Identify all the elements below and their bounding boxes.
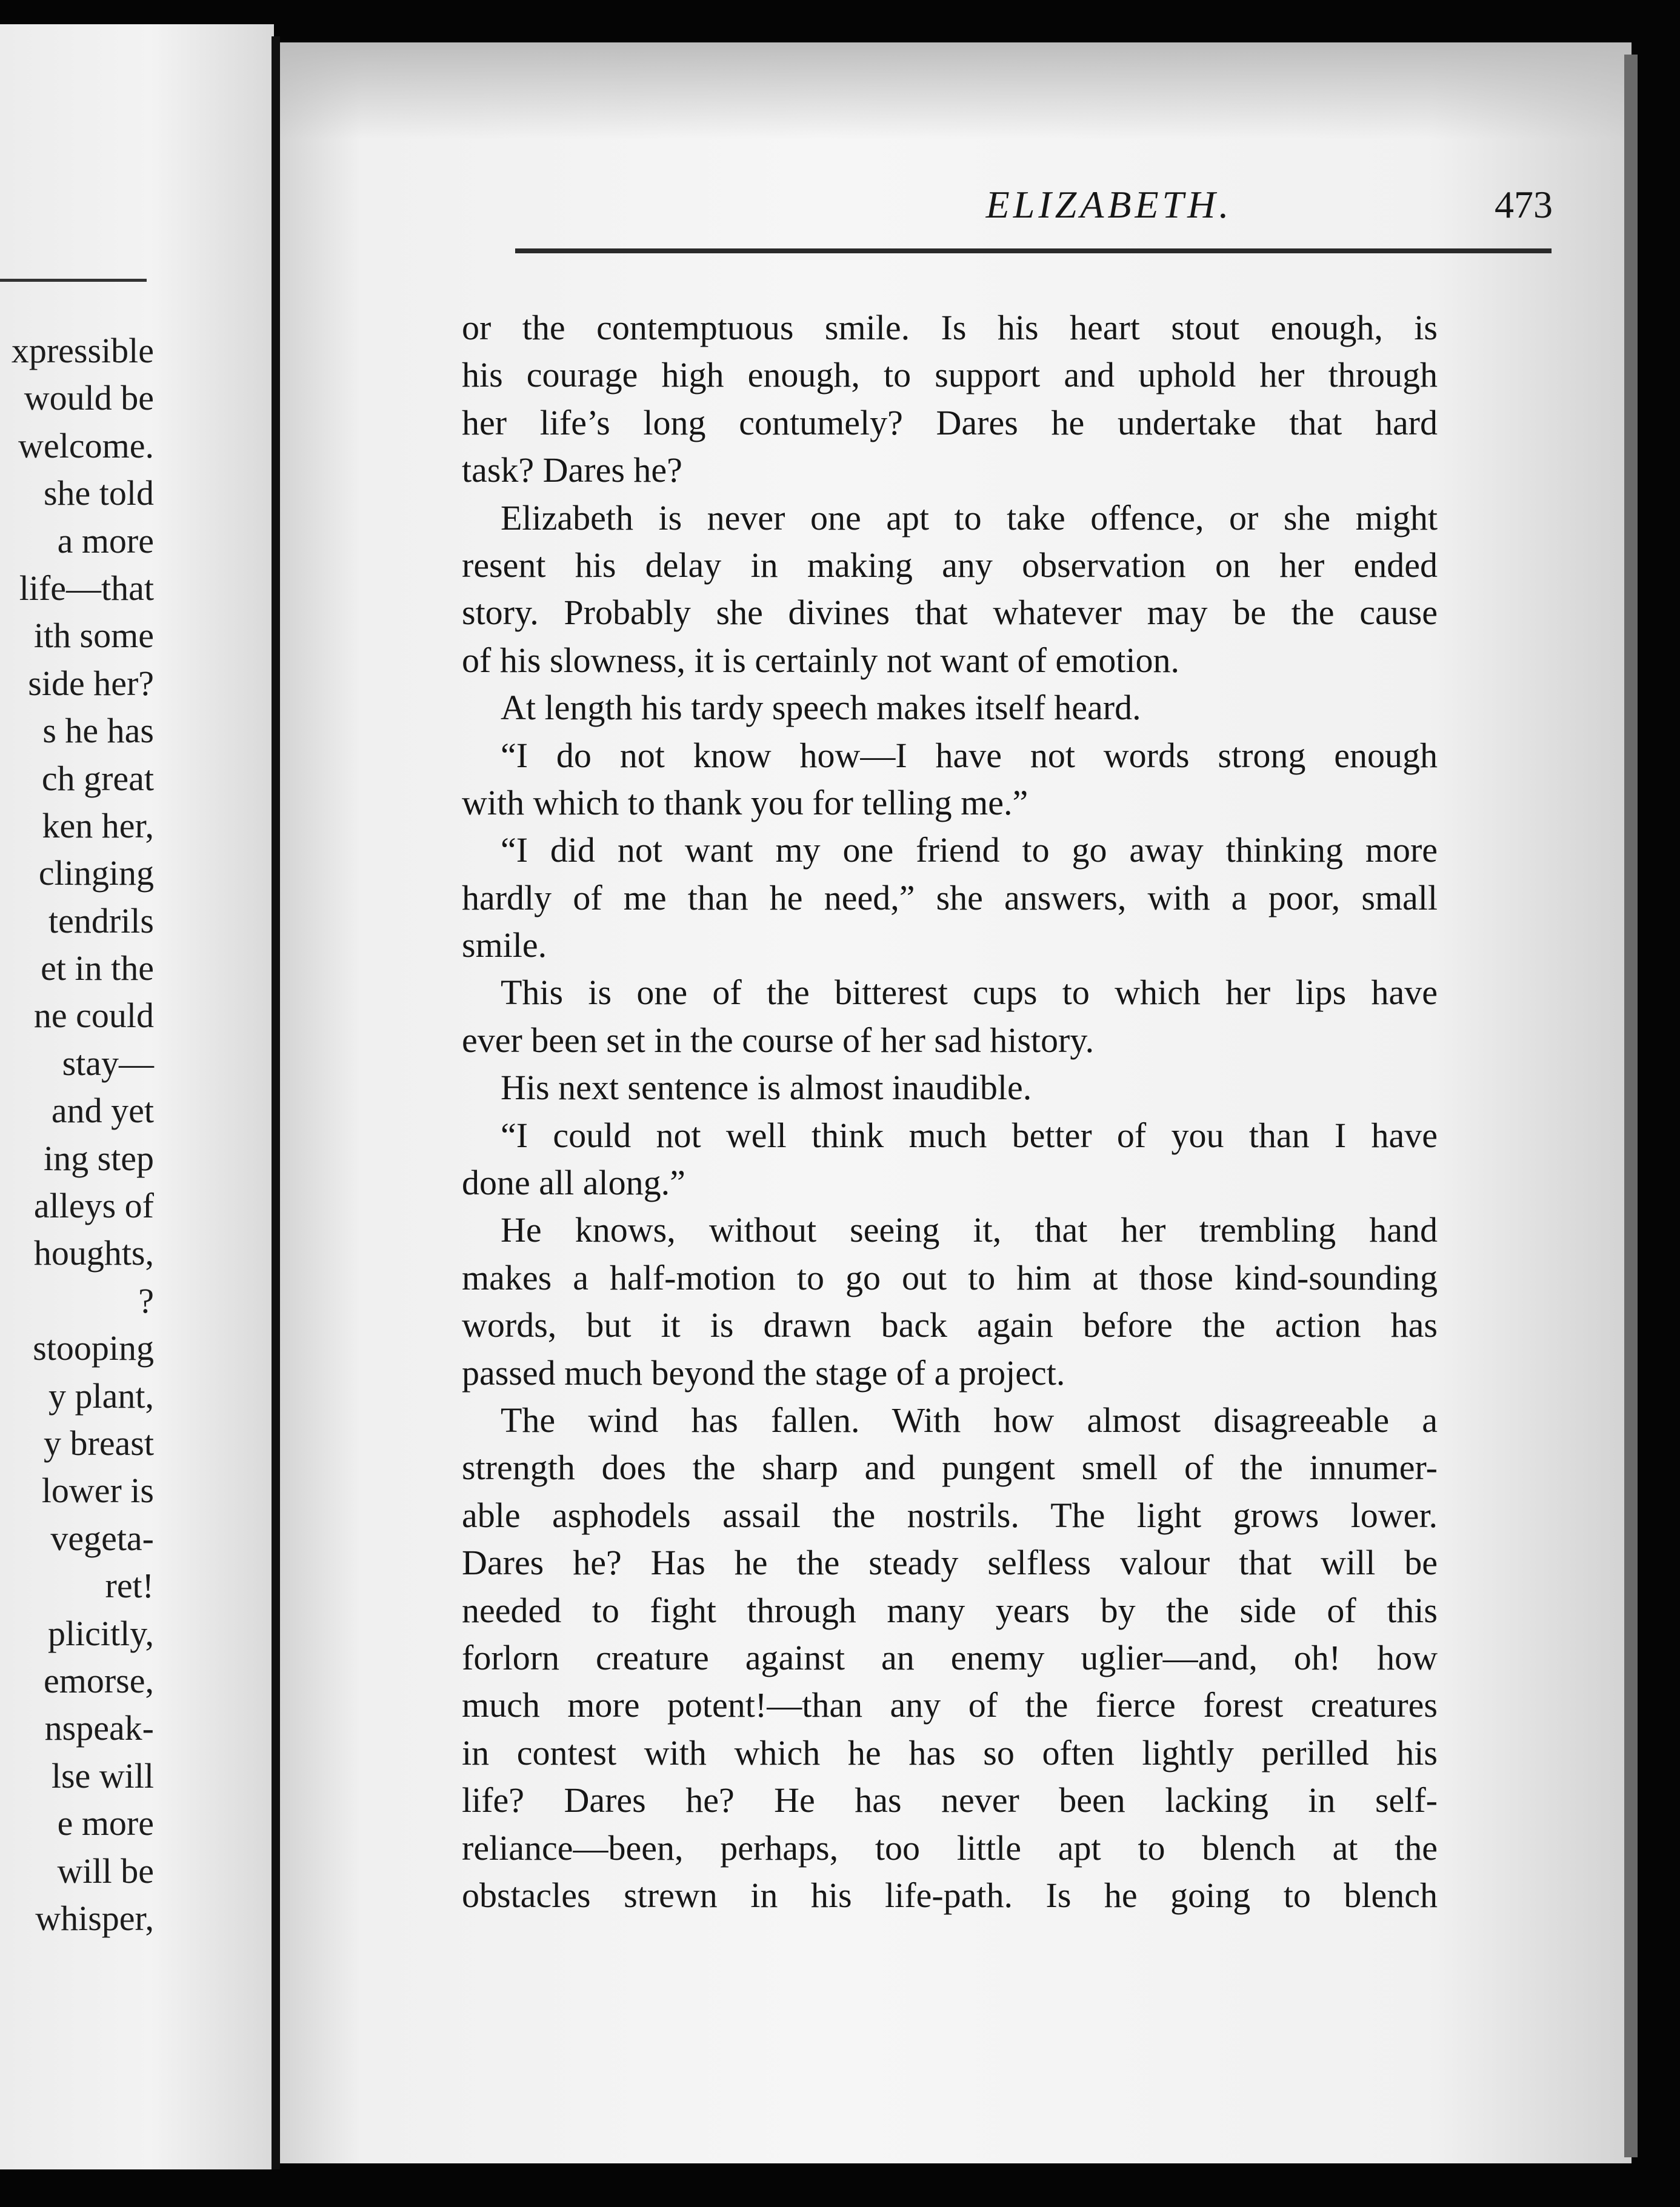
left-page-line: whisper,	[35, 1898, 154, 1938]
left-page-rule	[0, 279, 147, 282]
left-page-line: ing step	[43, 1138, 154, 1178]
left-page-line: et in the	[41, 948, 154, 988]
body-text-line: Dares he? Has he the steady selfless valour that will be	[462, 1543, 1438, 1583]
body-text	[462, 304, 1438, 1919]
page-number: 473	[1495, 183, 1553, 226]
book-gutter	[272, 36, 280, 2169]
left-page-line: vegeta-	[50, 1518, 154, 1558]
body-text-line: life? Dares he? He has never been lacking in self-	[462, 1780, 1438, 1820]
left-page-line: s he has	[42, 711, 154, 751]
body-text-line: “I do not know how—I have not words strong enough	[501, 735, 1438, 775]
left-page-line: would be	[24, 378, 154, 418]
body-text-line: hardly of me than he need,” she answers, with a poor, small	[462, 877, 1438, 917]
body-text-line: smile.	[462, 925, 547, 965]
left-page-line: will be	[57, 1851, 154, 1891]
body-text-line: task? Dares he?	[462, 450, 682, 490]
left-page-line: side her?	[28, 663, 154, 703]
left-page-line: she told	[43, 473, 154, 513]
left-page-line: y plant,	[48, 1376, 154, 1416]
left-page-line: plicitly,	[47, 1613, 154, 1653]
left-page-line: alleys of	[33, 1186, 154, 1226]
body-text-line: words, but it is drawn back again before the action has	[462, 1305, 1438, 1345]
left-page-line: nspeak-	[44, 1708, 154, 1748]
body-text-line: her life’s long contumely? Dares he undertake that hard	[462, 402, 1438, 442]
body-text-line: forlorn creature against an enemy uglier—and, oh! how	[462, 1637, 1438, 1677]
left-page-line: ret!	[105, 1566, 154, 1606]
body-text-line: “I did not want my one friend to go away thinking more	[501, 830, 1438, 870]
body-text-line: makes a half-motion to go out to him at those kind-sounding	[462, 1257, 1438, 1297]
left-page-line: lower is	[41, 1471, 154, 1511]
body-text-line: “I could not well think much better of you than I have	[501, 1115, 1438, 1155]
left-page-line: e more	[57, 1803, 154, 1843]
left-page-line: ne could	[33, 996, 154, 1036]
left-page-line: ith some	[33, 616, 154, 656]
header-rule	[515, 248, 1552, 253]
body-text-line: in contest with which he has so often lightly perilled his	[462, 1733, 1438, 1773]
body-text-line: His next sentence is almost inaudible.	[501, 1068, 1032, 1108]
left-page-text	[0, 327, 154, 1942]
left-page-line: stooping	[33, 1328, 154, 1368]
left-page-line: a more	[57, 521, 154, 561]
left-page-line: tendrils	[48, 900, 154, 940]
body-text-line: At length his tardy speech makes itself heard.	[501, 688, 1141, 728]
left-page-line: ch great	[41, 758, 154, 798]
body-text-line: his courage high enough, to support and uphold her through	[462, 355, 1438, 395]
left-page-line: clinging	[38, 853, 154, 893]
body-text-line: This is one of the bitterest cups to which her lips have	[501, 973, 1438, 1013]
left-page-line: welcome.	[18, 425, 154, 465]
body-text-line: resent his delay in making any observation on her ended	[462, 545, 1438, 585]
body-text-line: strength does the sharp and pungent smell of the innumer-	[462, 1448, 1438, 1488]
left-page-line: stay—	[62, 1043, 154, 1083]
right-page	[280, 42, 1632, 2163]
body-text-line: of his slowness, it is certainly not want of emotion.	[462, 640, 1180, 680]
left-page-line: ken her,	[42, 805, 154, 845]
body-text-line: He knows, without seeing it, that her trembling hand	[501, 1210, 1438, 1250]
body-text-line: obstacles strewn in his life-path. Is he going to blench	[462, 1875, 1438, 1915]
body-text-line: with which to thank you for telling me.”	[462, 782, 1028, 822]
body-text-line: done all along.”	[462, 1163, 685, 1203]
body-text-line: able asphodels assail the nostrils. The light grows lower.	[462, 1495, 1438, 1535]
body-text-line: much more potent!—than any of the fierce forest creatures	[462, 1685, 1438, 1725]
left-page-line: xpressible	[11, 331, 154, 370]
left-page-line: houghts,	[33, 1233, 154, 1273]
left-page-line: lse will	[51, 1756, 154, 1796]
body-text-line: Elizabeth is never one apt to take offence, or she might	[501, 498, 1438, 538]
body-text-line: or the contemptuous smile. Is his heart stout enough, is	[462, 308, 1438, 347]
body-text-line: The wind has fallen. With how almost disagreeable a	[501, 1400, 1438, 1440]
body-text-line: ever been set in the course of her sad history.	[462, 1020, 1095, 1060]
left-page-line: y breast	[44, 1423, 154, 1463]
page-edge	[1624, 55, 1638, 2157]
body-text-line: reliance—been, perhaps, too little apt to blench at the	[462, 1828, 1438, 1868]
body-text-line: passed much beyond the stage of a project.	[462, 1353, 1065, 1393]
left-page-line: and yet	[51, 1091, 154, 1131]
left-page-line: ?	[138, 1280, 154, 1320]
left-page-line: life—that	[19, 568, 154, 608]
left-page	[0, 24, 274, 2169]
body-text-line: needed to fight through many years by the side of this	[462, 1590, 1438, 1630]
running-head: ELIZABETH.	[985, 183, 1233, 226]
left-page-line: emorse,	[44, 1660, 154, 1700]
body-text-line: story. Probably she divines that whatever may be the cause	[462, 593, 1438, 633]
